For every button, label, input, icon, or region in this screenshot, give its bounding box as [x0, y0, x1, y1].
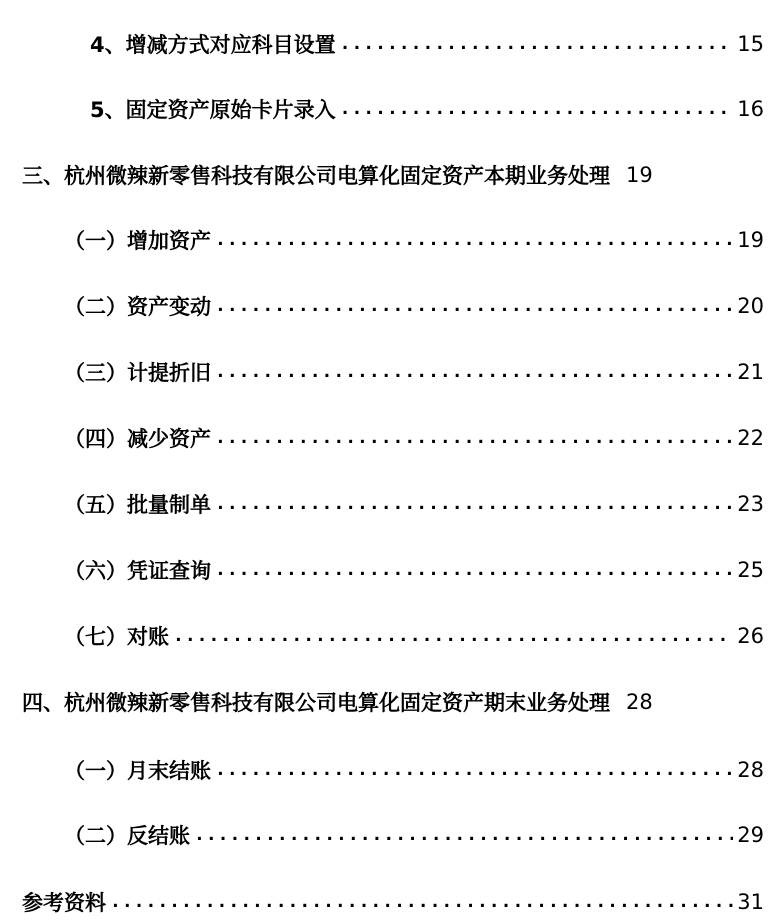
toc-entry-title: 4、增减方式对应科目设置: [90, 33, 336, 57]
toc-entry-depreciation[interactable]: [64, 354, 764, 390]
toc-entry-title: 5、固定资产原始卡片录入: [90, 98, 336, 122]
dot-leader: [215, 229, 733, 258]
dot-leader: [340, 98, 734, 127]
dot-leader: [173, 625, 733, 654]
toc-entry-title: （五）批量制单: [64, 493, 211, 517]
toc-entry-reduce-assets[interactable]: [64, 420, 764, 456]
toc-entry-page: 19: [626, 163, 653, 187]
toc-entry-page: 23: [737, 492, 764, 516]
dot-leader: [215, 427, 733, 456]
toc-entry-title: （一）增加资产: [64, 229, 211, 253]
toc-entry-voucher-query[interactable]: [64, 552, 764, 588]
toc-entry-title: 三、杭州微辣新零售科技有限公司电算化固定资产本期业务处理: [22, 164, 610, 188]
toc-entry-batch-vouchers[interactable]: [64, 486, 764, 522]
toc-entry-page: 16: [737, 97, 764, 121]
toc-entry-section-3[interactable]: [22, 157, 764, 193]
toc-entry-page: 15: [737, 32, 764, 56]
toc-entry-title: 参考资料: [22, 891, 106, 915]
toc-entry-title: （四）减少资产: [64, 427, 211, 451]
toc-entry-reverse-close[interactable]: [64, 817, 764, 853]
toc-entry-month-end-close[interactable]: [64, 752, 764, 788]
toc-entry-page: 20: [737, 294, 764, 318]
toc-entry-page: 31: [737, 890, 764, 914]
toc-entry-page: 28: [737, 758, 764, 782]
toc-entry-title: （一）月末结账: [64, 759, 211, 783]
dot-leader: [215, 361, 733, 390]
toc-entry-references[interactable]: [22, 884, 764, 920]
toc-entry-asset-changes[interactable]: [64, 288, 764, 324]
toc-entry-title: （三）计提折旧: [64, 361, 211, 385]
toc-entry-page: 29: [737, 823, 764, 847]
toc-entry-title: 四、杭州微辣新零售科技有限公司电算化固定资产期末业务处理: [22, 691, 610, 715]
toc-entry-page: 21: [737, 360, 764, 384]
toc-entry-title: （七）对账: [64, 625, 169, 649]
toc-entry-title: （六）凭证查询: [64, 559, 211, 583]
toc-entry-add-assets[interactable]: [64, 222, 764, 258]
toc-entry-section-4[interactable]: [22, 684, 764, 720]
dot-leader: [215, 759, 733, 788]
dot-leader: [215, 559, 733, 588]
toc-entry-page: 26: [737, 624, 764, 648]
dot-leader: [194, 824, 733, 853]
toc-entry-title: （二）资产变动: [64, 295, 211, 319]
toc-entry-title: （二）反结账: [64, 824, 190, 848]
dot-leader: [340, 33, 734, 62]
toc-entry-increase-decrease-accounts[interactable]: [90, 26, 764, 62]
toc-entry-page: 22: [737, 426, 764, 450]
toc-entry-page: 19: [737, 228, 764, 252]
toc-entry-reconciliation[interactable]: [64, 618, 764, 654]
dot-leader: [215, 295, 733, 324]
toc-entry-page: 25: [737, 558, 764, 582]
toc-entry-original-card-entry[interactable]: [90, 91, 764, 127]
dot-leader: [110, 891, 733, 920]
dot-leader: [215, 493, 733, 522]
toc-entry-page: 28: [626, 690, 653, 714]
